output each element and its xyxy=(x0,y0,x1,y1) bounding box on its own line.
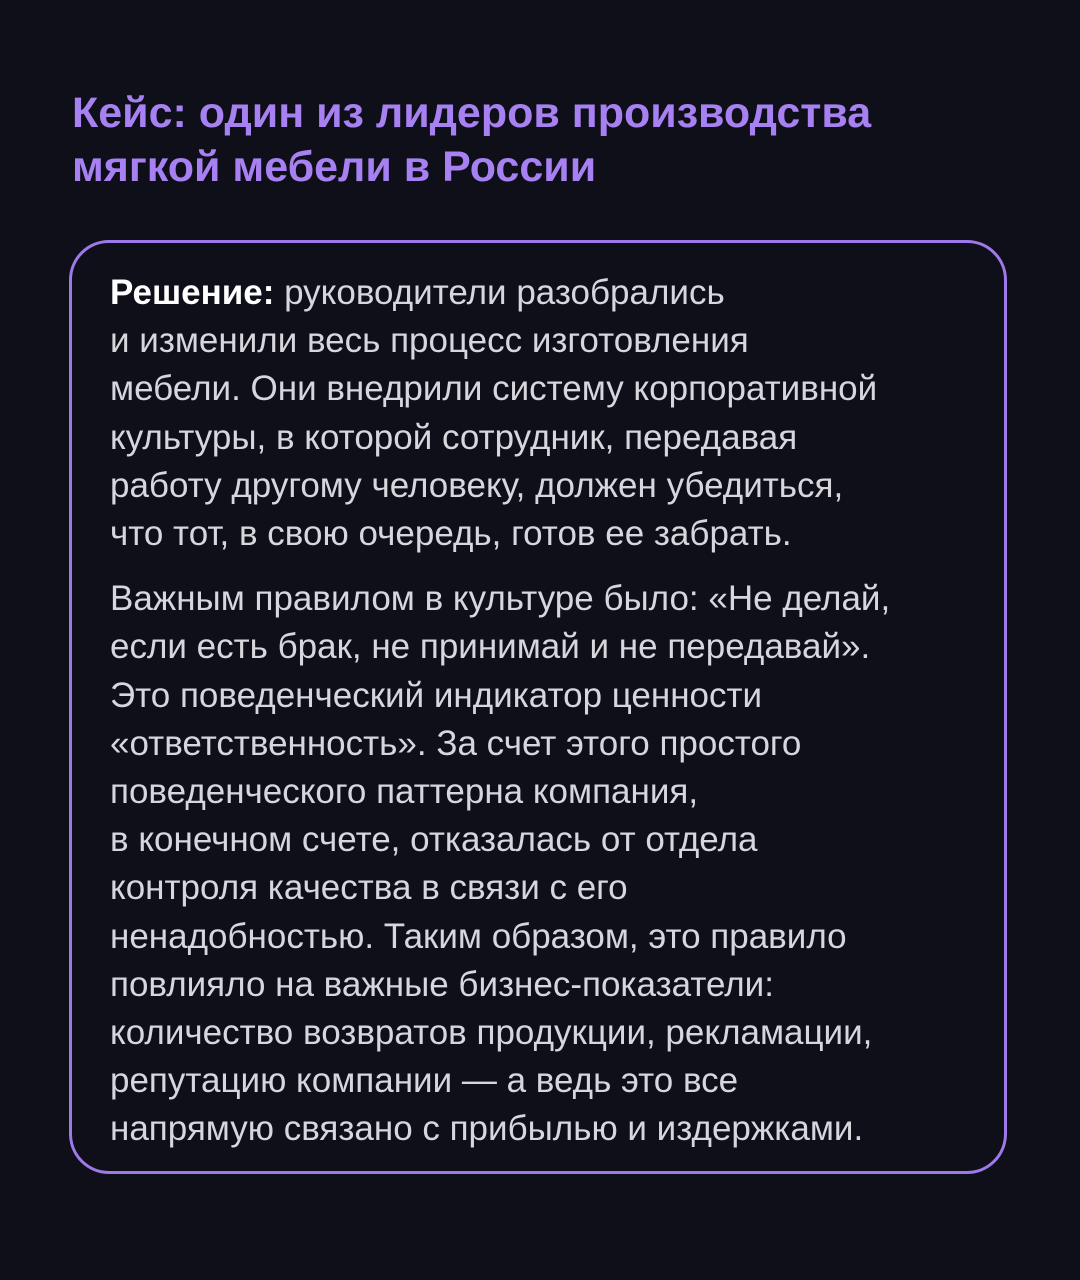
rule-line-8: ненадобностью. Таким образом, это правило xyxy=(110,916,847,956)
solution-line-1-text: руководители разобрались xyxy=(274,273,725,312)
rule-line-10: количество возвратов продукции, рекламации, xyxy=(110,1013,873,1053)
rule-line-6: в конечном счете, отказалась от отдела xyxy=(110,820,758,860)
rule-line-4: «ответственность». За счет этого простого xyxy=(110,723,802,763)
solution-line-5: работу другому человеку, должен убедиться, xyxy=(110,465,844,505)
rule-paragraph xyxy=(110,575,990,1153)
title-line-2: мягкой мебели в России xyxy=(72,143,597,191)
rule-line-7: контроля качества в связи с его xyxy=(110,868,628,908)
rule-line-9: повлияло на важные бизнес-показатели: xyxy=(110,964,774,1004)
rule-line-5: поведенческого паттерна компания, xyxy=(110,772,699,812)
card-content xyxy=(110,269,990,1154)
page-title xyxy=(72,86,1012,194)
rule-line-2: если есть брак, не принимай и не передавай». xyxy=(110,627,871,667)
solution-paragraph xyxy=(110,269,990,558)
rule-line-11: репутацию компании — а ведь это все xyxy=(110,1061,739,1101)
title-line-1: Кейс: один из лидеров производства xyxy=(72,89,872,137)
solution-line-4: культуры, в которой сотрудник, передавая xyxy=(110,417,798,457)
solution-line-2: и изменили весь процесс изготовления xyxy=(110,321,749,361)
solution-line-3: мебели. Они внедрили систему корпоративной xyxy=(110,369,878,409)
rule-line-12: напрямую связано с прибылью и издержками. xyxy=(110,1109,864,1149)
solution-card xyxy=(69,240,1007,1174)
rule-line-3: Это поведенческий индикатор ценности xyxy=(110,675,763,715)
rule-line-1: Важным правилом в культуре было: «Не делай, xyxy=(110,579,891,619)
solution-line-1 xyxy=(110,269,990,317)
solution-line-6: что тот, в свою очередь, готов ее забрать. xyxy=(110,514,792,554)
solution-label: Решение: xyxy=(110,273,275,312)
